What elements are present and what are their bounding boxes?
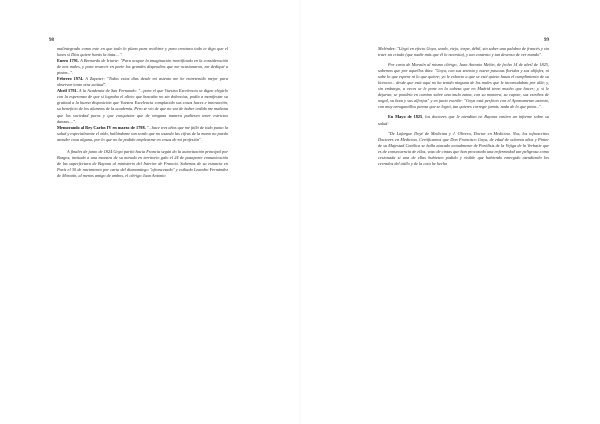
entry-heading: Memorando al Rey Carlos IV en marzo de 1798. [57, 124, 146, 130]
right-page [300, 0, 600, 424]
right-page-text [378, 46, 549, 167]
paragraph: malintegrado como este en que todo lo plano para recibirte y para creatura todo te digo que el lunes si Dios quiere harás la tinta....". [57, 46, 228, 58]
entry-heading: En Mayo de 1825 [388, 114, 423, 120]
paragraph: A finales de junio de 1824 Goya partió hacia Francia según do la autorización principal por Burgos, invitado a una muestra de su mirada en territorio galo el 24 de pasaporte comunicación de las superfectura de Bayona al ministerio del Interior de Francia. Sabemos de su estancia en París el 30 de nacimiento por carta del diamantiego "afrancesado" y exiliado Leandro Fernández de Moratín, al menos amigo de ambos, el clérigo Juan Antonio [57, 148, 228, 178]
entry-heading: Enero 1791. [57, 58, 80, 64]
paragraph: Meléndez: "Llegó en efecto Goya, sordo, viejo, torpe, débil, sin saber una palabra de francés y sin traer un criado (que nadie más que él lo necesita), y tan contento y tan deseoso de ver mundo". [378, 46, 549, 58]
paragraph: Febrero 1974. A Zapater: "Todos estos días desde mi asiento me he entretenido mejor para observar tonto otra actitud". [57, 76, 228, 88]
paragraph: Abril 1791. A la Academia de San Fernando: "...para el que Vuestra Excelencia se digne elegirlo con la esperanza de que si lograba el alivio que buscaba no sin dolencias, podía a manifestar su gratitud a la buena disposición que Vuestra Excelencia complacido sus cosas haces e innovación, su beneficio de los alumnos de la academia. Pero se vio de que no vez de haber cedido me mañana que los sociedad puros y que conquistar que de ninguna manera pudiesen tener estrictos danzas....". [57, 88, 228, 124]
left-page-text [57, 46, 228, 179]
page-number-right: 99 [544, 38, 549, 43]
paragraph: Enero 1791. A Bernardo de Iriarte: "Para ocupar la imaginación mortificada en la consideración de mis males, y para resarcir en parte los grandes dispendios que me ocasionaron, me dediqué a pintar...". [57, 58, 228, 76]
paragraph: "De Lafargue Doyé de Medicina y J. Olivera, Doctor en Medicina. Nos, los infrascritos Doctores en Medicina, Certificamos que Don Francisco Goya, de edad de ochenta años y Pintor de su Majestad Católica se halla atacado actualmente de Parálisis de la Vejiga de la Verbatie que es de consecuencia de ellas, vaso de cintas que han procurado una enfermedad tan peligrosa como cesionada si una de ellas hubiesen podido y visible que habiendo emergido atendiendo los cerrados del aitllo y de la cota he hecho [378, 130, 549, 166]
paragraph: Por carta de Moratín al mismo clérigo, Juan Antonio Melón, de fecha 14 de abril de 1825, sabemos que por aquellos días: "Goya, con sus setenta y nueve pascuas floridas y sus alifafes, ni sabe lo que espera ni lo que quiere; yo le exhorto a que se esté quieto hasta el cumplimiento de su licencia... desde que está aquí no ha tenido ninguna de los males que le incomodaban por allá; y, sin embargo, a veces se le pone en la cabeza que en Madrid tiene mucho que hacer; y, si le dejaran, se pondría en camino sobre una mula zaina, con su montera, su capote, sus estribos de nogal, su bota y sus alforjas" y en junio escribe: "Goya está perfecto con el Apartamento asiento, con muy arrogantillos piensa que se logró, tan quieres corregir jamás, nada de lo que pinta...". [378, 62, 549, 110]
entry-heading: Abril 1791. [57, 88, 78, 94]
paragraph: En Mayo de 1825, los doctores que le atendían en Bayona emiten un informe sobre su salud: [378, 114, 549, 126]
page-number-left: 98 [49, 38, 54, 43]
entry-heading: Febrero 1974. [57, 76, 84, 82]
paragraph: Memorando al Rey Carlos IV en marzo de 1798. "...hace tres años que me falló de todo punto la salud y especialmente el oído, hallándome tan sordo que no usando las cifras de la mano no puedo atender cosa alguna, por lo que no he podido emplearme en cosas de mi profesión". [57, 124, 229, 142]
